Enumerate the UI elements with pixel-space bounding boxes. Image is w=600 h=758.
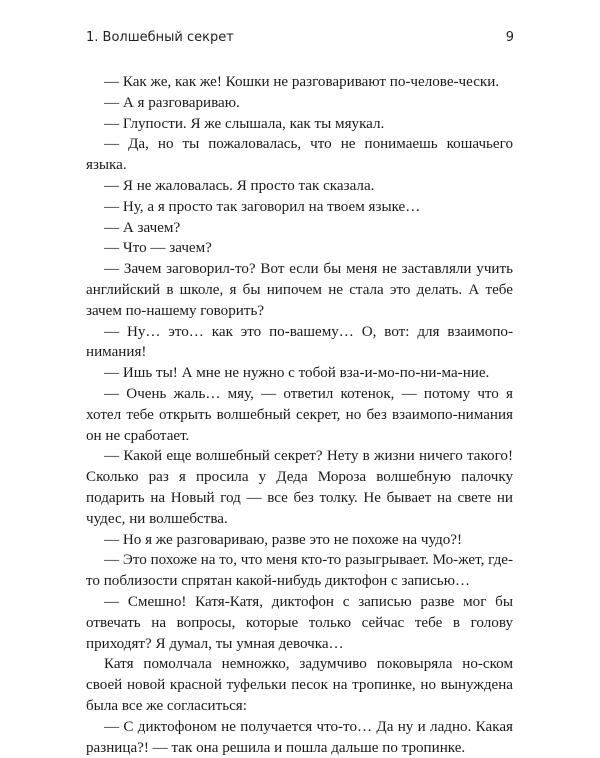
body-text bbox=[86, 72, 513, 758]
paragraph: — Очень жаль… мяу, — ответил котенок, — потому что я хотел тебе открыть волшебный секрет, но без взаимопо-нимания он не сработает. bbox=[86, 385, 513, 444]
paragraph: — Ну, а я просто так заговорил на твоем языке… bbox=[104, 198, 421, 215]
paragraph: — Смешно! Катя-Катя, диктофон с записью разве мог бы отвечать на вопросы, которые только сейчас тебе в голову приходят? Я думал, ты умная девочка… bbox=[86, 593, 513, 652]
paragraph: — Зачем заговорил-то? Вот если бы меня не заставляли учить английский в школе, я бы нипочем не стала это делать. А тебе зачем по-нашему говорить? bbox=[86, 261, 513, 319]
paragraph: — Какой еще волшебный секрет? Нету в жизни ничего такого! Сколько раз я просила у Деда Мороза волшебную палочку подарить на Новый год — все без толку. Не бывает на свете ни чудес, ни волшебства. bbox=[86, 448, 513, 527]
page-number: 9 bbox=[505, 30, 514, 45]
running-header bbox=[86, 30, 514, 52]
paragraph: — А я разговариваю. bbox=[104, 94, 240, 111]
paragraph: — Ишь ты! А мне не нужно с тобой вза-и-мо-по-ни-ма-ние. bbox=[104, 365, 490, 382]
paragraph: Катя помолчала немножко, задумчиво поковыряла но-ском своей новой красной туфельки песок на тропинке, но вынуждена была все же согласиться: bbox=[86, 656, 513, 714]
paragraph: — Это похоже на то, что меня кто-то разыгрывает. Мо-жет, где-то поблизости спрятан какой-нибудь диктофон с записью… bbox=[86, 552, 513, 590]
paragraph: — Глупости. Я же слышала, как ты мяукал. bbox=[104, 115, 385, 132]
paragraph: — Но я же разговариваю, разве это не похоже на чудо?! bbox=[104, 531, 463, 548]
chapter-title: 1. Волшебный секрет bbox=[86, 30, 234, 45]
paragraph: — Как же, как же! Кошки не разговаривают по-челове-чески. bbox=[104, 74, 500, 90]
paragraph: — С диктофоном не получается что-то… Да ну и ладно. Какая разница?! — так она решила и пошла дальше по тропинке. bbox=[86, 718, 513, 756]
paragraph: — Я не жаловалась. Я просто так сказала. bbox=[104, 177, 375, 194]
paragraph: — Что — зачем? bbox=[104, 240, 212, 257]
paragraph: — Да, но ты пожаловалась, что не понимаешь кошачьего языка. bbox=[86, 136, 513, 174]
paragraph: — Ну… это… как это по-вашему… О, вот: для взаимопо-нимания! bbox=[86, 323, 513, 361]
paragraph: — А зачем? bbox=[104, 219, 181, 236]
